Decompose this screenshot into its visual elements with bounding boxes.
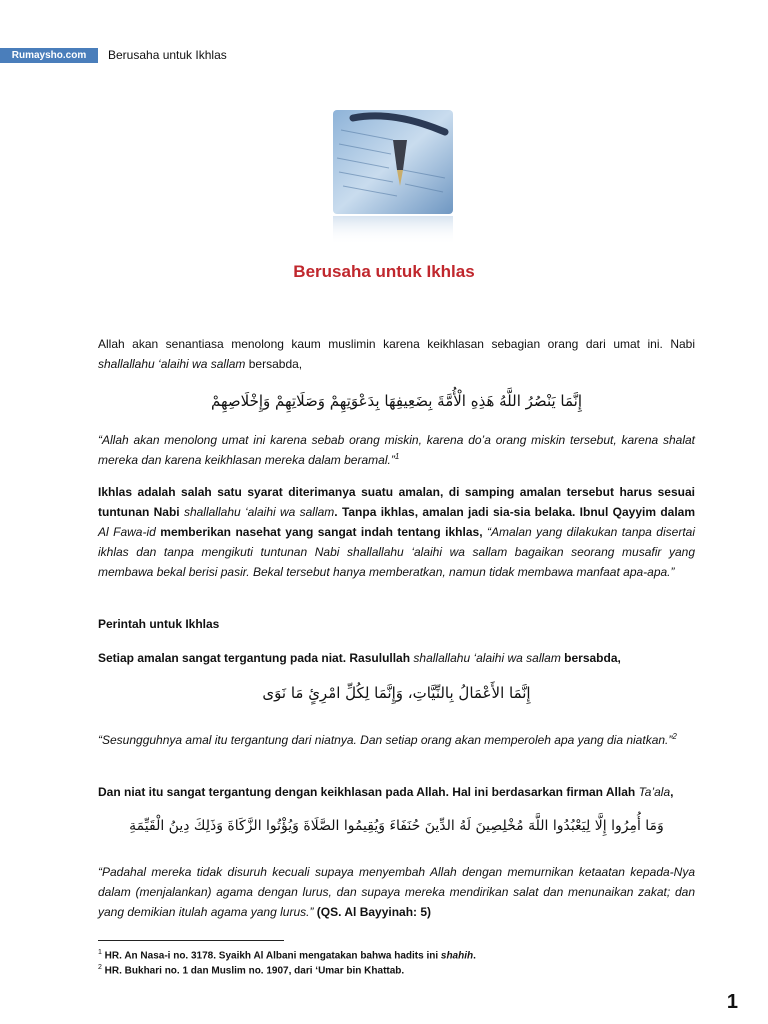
text: bersabda,	[560, 651, 621, 665]
text-italic: Ta’ala	[638, 785, 671, 799]
footnote-text: HR. Bukhari no. 1 dan Muslim no. 1907, dari ‘Umar bin Khattab.	[101, 965, 405, 977]
article-title: Berusaha untuk Ikhlas	[293, 262, 475, 281]
text-italic: shallallahu ‘alaihi wa sallam	[413, 651, 561, 665]
text: . Tanpa ikhlas, amalan jadi sia-sia belaka. Ibnul Qayyim dalam	[334, 505, 695, 519]
section-heading: Perintah untuk Ikhlas	[98, 617, 220, 631]
quote-2	[98, 730, 695, 750]
text: Setiap amalan sangat tergantung pada niat. Rasulullah	[98, 651, 414, 665]
quote-text: “Amalan yang dilakukan tanpa disertai ikhlas dan tanpa mengikuti tuntunan Nabi shallallahu ‘alaihi wa sallam bagaikan seorang musafir yang membawa bekal berisi pasir. Bekal tersebut hanya memberatkan, namun tidak membawa manfaat apa-apa.”	[98, 525, 695, 579]
quote-3	[98, 862, 695, 922]
text: Dan niat itu sangat tergantung dengan keikhlasan pada Allah. Hal ini berdasarkan firman Allah	[98, 785, 639, 799]
footnote-1	[98, 946, 476, 962]
quote-text: “Allah akan menolong umat ini karena sebab orang miskin, karena do’a orang miskin tersebut, karena shalat mereka dan karena keikhlasan mereka dalam beramal.”	[98, 433, 695, 467]
site-badge[interactable]: Rumaysho.com	[0, 48, 98, 63]
footnote-2	[98, 961, 404, 977]
paragraph-niat	[98, 648, 695, 668]
footnote-ref[interactable]: 1	[394, 452, 400, 461]
footnote-number: 2	[98, 964, 102, 971]
header-title: Berusaha untuk Ikhlas	[108, 48, 227, 62]
arabic-verse: وَمَا أُمِرُوا إِلَّا لِيَعْبُدُوا اللَّهَ مُخْلِصِينَ لَهُ الدِّينَ حُنَفَاءَ وَيُقِيمُوا الصَّلَاةَ وَيُؤْتُوا الزَّكَاةَ وَذَلِكَ دِينُ الْقَيِّمَةِ	[129, 818, 664, 834]
book-title: Al Fawa-id	[98, 525, 156, 539]
verse-reference: (QS. Al Bayyinah: 5)	[313, 905, 432, 919]
paragraph-firman	[98, 782, 695, 802]
page-header	[0, 47, 227, 63]
text: ,	[670, 785, 674, 799]
pen-on-paper-image	[333, 110, 453, 245]
paragraph-ikhlas	[98, 482, 695, 582]
footnote-divider	[98, 940, 284, 941]
footnote-number: 1	[98, 949, 102, 956]
text: Ikhlas adalah salah satu syarat diterimanya suatu amalan, di samping amalan tersebut harus sesuai tuntunan Nabi	[98, 485, 695, 519]
text: Allah akan senantiasa menolong kaum muslimin karena keikhlasan sebagian orang dari umat ini. Nabi	[98, 337, 695, 351]
quote-text: “Padahal mereka tidak disuruh kecuali supaya menyembah Allah dengan memurnikan ketaatan kepada-Nya dalam (menjalankan) agama dengan lurus, dan supaya mereka mendirikan salat dan menunaikan zakat; dan yang demikian itulah agama yang lurus.”	[98, 865, 695, 919]
footnote-ref[interactable]: 2	[672, 732, 677, 741]
page-number: 1	[726, 991, 738, 1013]
text-italic: shallallahu ‘alaihi wa sallam	[183, 505, 335, 519]
arabic-hadith-2: إِنَّمَا الأَعْمَالُ بِالنِّيَّاتِ، وَإِنَّمَا لِكُلِّ امْرِئٍ مَا نَوَى	[262, 684, 531, 702]
text: bersabda,	[245, 357, 303, 371]
arabic-hadith-1: إِنَّمَا يَنْصُرُ اللَّهُ هَذِهِ الْأُمَّةَ بِضَعِيفِهَا بِدَعْوَتِهِمْ وَصَلَاتِهِمْ وَإِخْلَاصِهِمْ	[210, 392, 582, 410]
footnote-text-italic: shahih	[440, 950, 474, 962]
footnote-text: HR. An Nasa-i no. 3178. Syaikh Al Albani mengatakan bahwa hadits ini	[101, 950, 441, 962]
text-italic: shallallahu ‘alaihi wa sallam	[98, 357, 246, 371]
footnote-text: .	[473, 950, 476, 962]
quote-1	[98, 430, 695, 470]
text: memberikan nasehat yang sangat indah tentang ikhlas,	[155, 525, 487, 539]
quote-text: “Sesungguhnya amal itu tergantung dari niatnya. Dan setiap orang akan memperoleh apa yang dia niatkan.”	[98, 733, 673, 747]
paragraph-intro	[98, 334, 695, 374]
